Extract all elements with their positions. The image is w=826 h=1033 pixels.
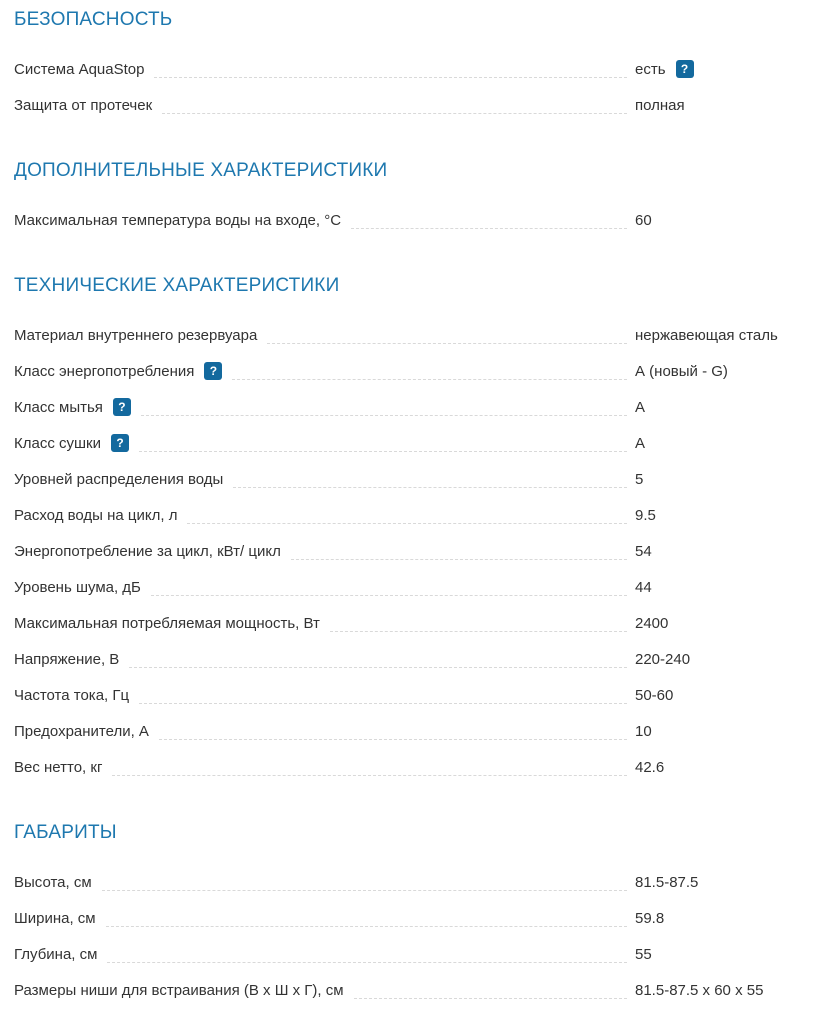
section-technical xyxy=(14,274,812,785)
spec-value: А (новый - G) xyxy=(635,362,728,380)
spec-row-voltage xyxy=(14,641,812,677)
dotted-leader xyxy=(351,202,627,238)
spec-row-fuses xyxy=(14,713,812,749)
dotted-leader xyxy=(159,713,627,749)
spec-value: 50-60 xyxy=(635,686,674,704)
spec-label: Максимальная потребляемая мощность, Вт xyxy=(14,614,320,632)
spec-row-energy-per-cycle xyxy=(14,533,812,569)
section-title-safety: БЕЗОПАСНОСТЬ xyxy=(14,9,173,30)
dotted-leader xyxy=(129,641,627,677)
spec-label: Система AquaStop xyxy=(14,60,145,78)
spec-value xyxy=(635,60,812,78)
spec-value: 220-240 xyxy=(635,650,691,668)
dotted-leader xyxy=(112,749,627,785)
dotted-leader xyxy=(354,972,627,1008)
spec-row-max-power xyxy=(14,605,812,641)
section-safety xyxy=(14,8,812,123)
spec-value: полная xyxy=(635,96,685,114)
spec-row-water-per-cycle xyxy=(14,497,812,533)
spec-row-energy-class xyxy=(14,353,812,389)
section-dimensions xyxy=(14,821,812,1008)
spec-row-height xyxy=(14,864,812,900)
help-icon[interactable]: ? xyxy=(111,434,129,452)
spec-label xyxy=(14,434,129,452)
spec-label: Максимальная температура воды на входе, °С xyxy=(14,211,342,229)
section-title-additional: ДОПОЛНИТЕЛЬНЫЕ ХАРАКТЕРИСТИКИ xyxy=(14,160,388,181)
spec-label: Уровней распределения воды xyxy=(14,470,224,488)
spec-value: 5 xyxy=(635,470,644,488)
spec-value: 60 xyxy=(635,211,652,229)
spec-value-text: есть xyxy=(635,60,666,78)
section-additional xyxy=(14,159,812,238)
dotted-leader xyxy=(139,425,627,461)
spec-value: 81.5-87.5 xyxy=(635,873,699,891)
dotted-leader xyxy=(291,533,627,569)
spec-value: 54 xyxy=(635,542,652,560)
help-icon[interactable]: ? xyxy=(204,362,222,380)
spec-row-water-levels xyxy=(14,461,812,497)
dotted-leader xyxy=(233,461,627,497)
spec-label xyxy=(14,398,131,416)
spec-row-max-water-temp xyxy=(14,202,812,238)
spec-label: Ширина, см xyxy=(14,909,96,927)
help-icon[interactable]: ? xyxy=(113,398,131,416)
dotted-leader xyxy=(106,900,627,936)
dotted-leader xyxy=(141,389,627,425)
spec-value: 2400 xyxy=(635,614,669,632)
spec-row-dry-class xyxy=(14,425,812,461)
spec-label: Защита от протечек xyxy=(14,96,153,114)
dotted-leader xyxy=(102,864,627,900)
spec-label xyxy=(14,362,222,380)
spec-value: 81.5-87.5 x 60 x 55 xyxy=(635,981,764,999)
spec-row-noise-level xyxy=(14,569,812,605)
spec-label: Предохранители, А xyxy=(14,722,149,740)
spec-row-wash-class xyxy=(14,389,812,425)
dotted-leader xyxy=(232,353,627,389)
spec-value: 44 xyxy=(635,578,652,596)
spec-value: нержавеющая сталь xyxy=(635,326,778,344)
dotted-leader xyxy=(162,87,627,123)
spec-label: Уровень шума, дБ xyxy=(14,578,141,596)
dotted-leader xyxy=(187,497,627,533)
spec-row-tank-material xyxy=(14,317,812,353)
dotted-leader xyxy=(107,936,627,972)
dotted-leader xyxy=(139,677,627,713)
spec-row-width xyxy=(14,900,812,936)
spec-label: Материал внутреннего резервуара xyxy=(14,326,258,344)
spec-value: 59.8 xyxy=(635,909,665,927)
spec-label-text: Класс энергопотребления xyxy=(14,362,195,380)
spec-label: Вес нетто, кг xyxy=(14,758,103,776)
spec-label: Глубина, см xyxy=(14,945,98,963)
spec-label: Высота, см xyxy=(14,873,92,891)
spec-row-leak-protection xyxy=(14,87,812,123)
spec-row-depth xyxy=(14,936,812,972)
spec-value: А xyxy=(635,434,646,452)
spec-value: 10 xyxy=(635,722,652,740)
spec-value: 9.5 xyxy=(635,506,656,524)
spec-row-niche-size xyxy=(14,972,812,1008)
spec-label: Расход воды на цикл, л xyxy=(14,506,178,524)
spec-label: Энергопотребление за цикл, кВт/ цикл xyxy=(14,542,281,560)
help-icon[interactable]: ? xyxy=(676,60,694,78)
spec-label-text: Класс мытья xyxy=(14,398,103,416)
spec-value: 55 xyxy=(635,945,652,963)
spec-label-text: Класс сушки xyxy=(14,434,101,452)
section-title-technical: ТЕХНИЧЕСКИЕ ХАРАКТЕРИСТИКИ xyxy=(14,275,340,296)
dotted-leader xyxy=(330,605,627,641)
spec-value: А xyxy=(635,398,646,416)
spec-value: 42.6 xyxy=(635,758,665,776)
spec-label: Размеры ниши для встраивания (В х Ш х Г), см xyxy=(14,981,344,999)
spec-row-net-weight xyxy=(14,749,812,785)
spec-label: Частота тока, Гц xyxy=(14,686,130,704)
dotted-leader xyxy=(151,569,627,605)
spec-row-frequency xyxy=(14,677,812,713)
spec-label: Напряжение, В xyxy=(14,650,120,668)
spec-row-aquastop xyxy=(14,51,812,87)
dotted-leader xyxy=(267,317,627,353)
dotted-leader xyxy=(154,51,627,87)
section-title-dimensions: ГАБАРИТЫ xyxy=(14,822,117,843)
